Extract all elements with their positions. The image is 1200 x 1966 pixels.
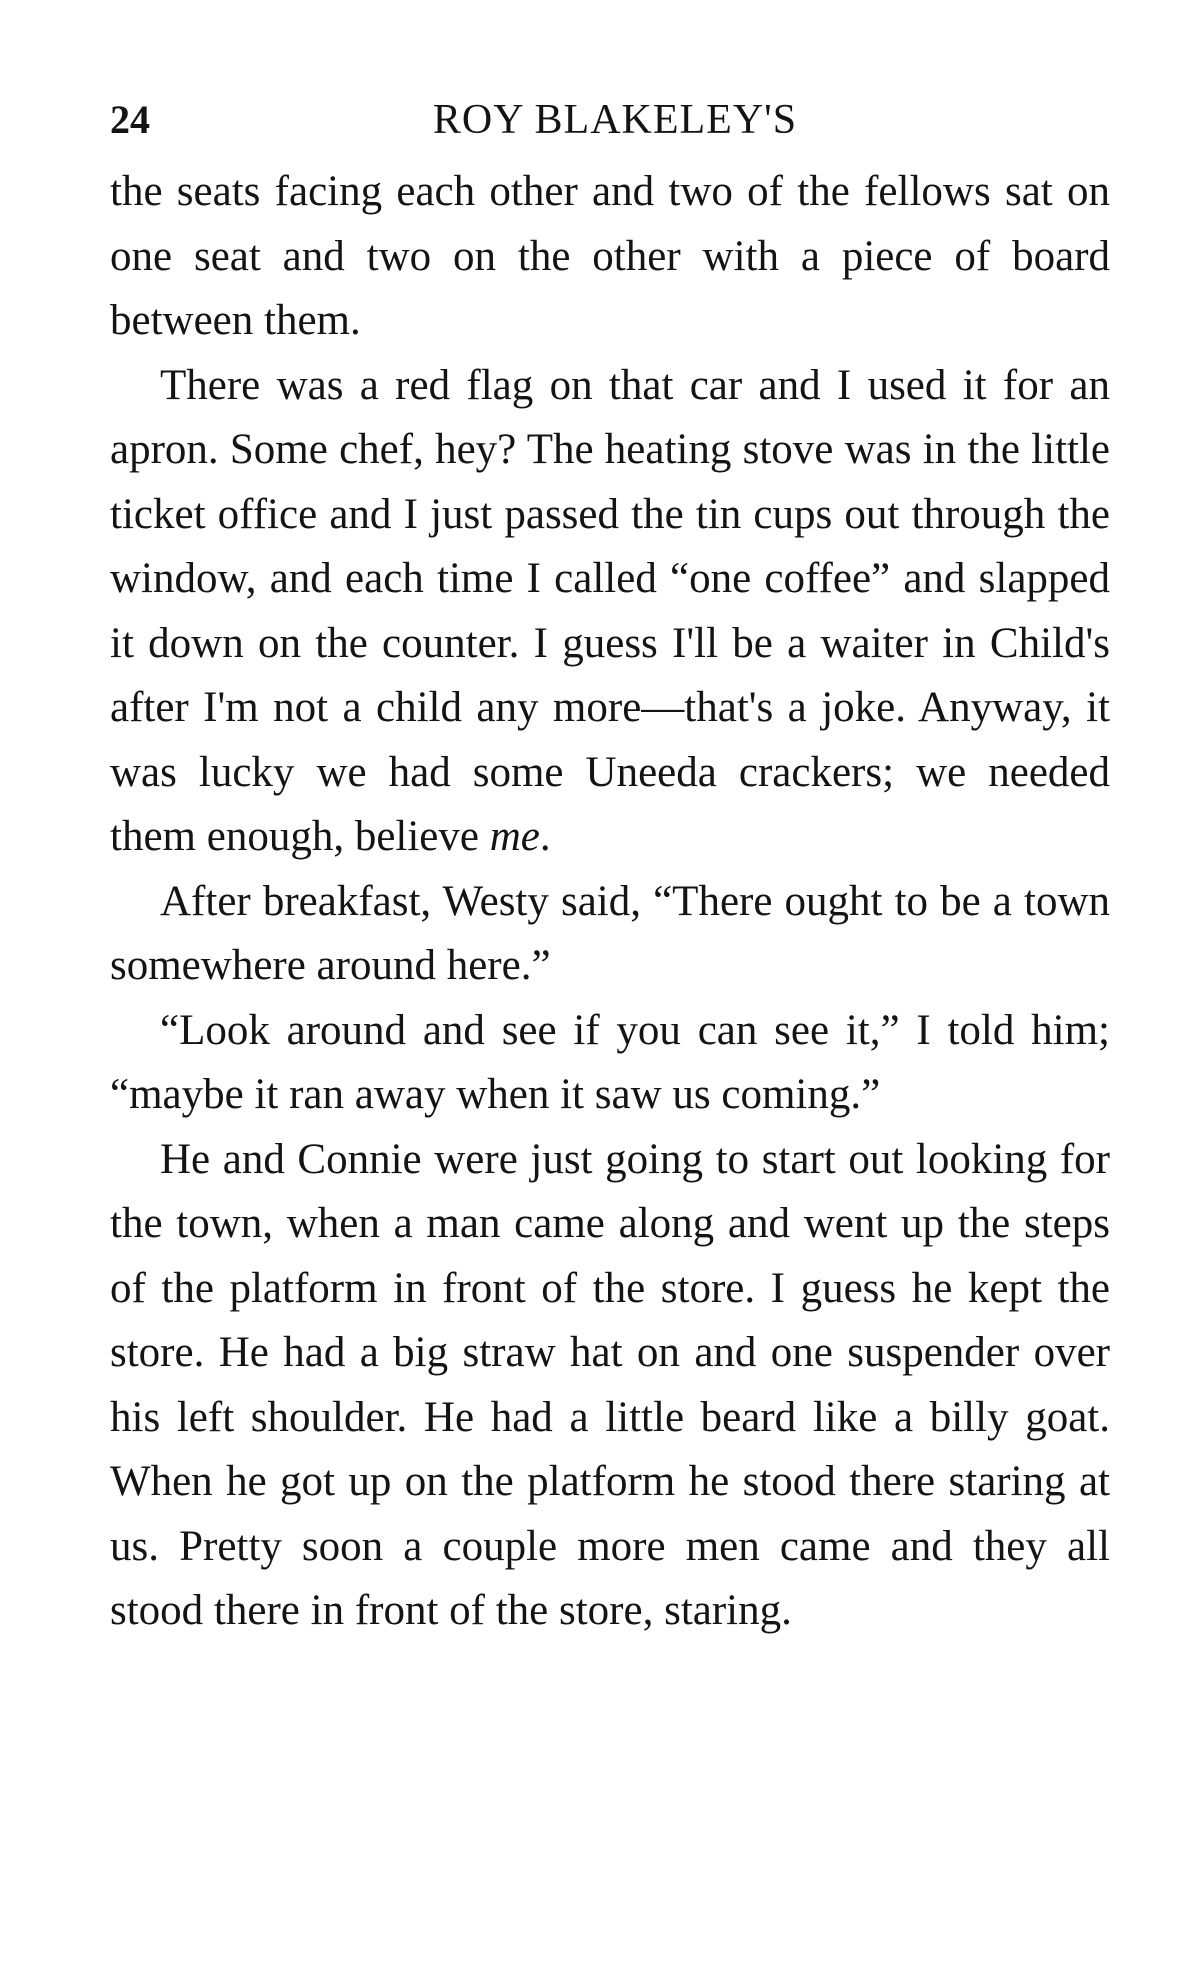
paragraph: He and Connie were just going to start out looking for the town, when a man came along and went up the steps of the platform in front of the store. I guess he kept the store. He had a big straw hat on and one suspender over his left shoulder. He had a little beard like a billy goat. When he got up on the platform he stood there staring at us. Pretty soon a couple more men came and they all stood there in front of the store, staring. (110, 1135, 1110, 1634)
paragraph: “Look around and see if you can see it,” I told him; “maybe it ran away when it saw us coming.” (110, 1006, 1110, 1118)
emphasis-text: me (489, 813, 540, 860)
page-number: 24 (110, 97, 150, 142)
paragraph-continuation: the seats facing each other and two of the fellows sat on one seat and two on the other with a piece of board between them. (110, 168, 1110, 344)
paragraph: After breakfast, Westy said, “There ought to be a town somewhere around here.” (110, 877, 1110, 989)
body-text (110, 160, 1110, 1644)
paragraph-tail: . (539, 813, 551, 860)
paragraph-text: There was a red flag on that car and I used it for an apron. Some chef, hey? The heating stove was in the little ticket office and I just passed the tin cups out through the window, and each time I called “one coffee” and slapped it down on the counter. I guess I'll be a waiter in Child's after I'm not a child any more—that's a joke. Anyway, it was lucky we had some Uneeda crackers; we needed them enough, believe (110, 361, 1110, 860)
running-title: ROY BLAKELEY'S (432, 97, 798, 143)
paragraph (110, 354, 1110, 870)
running-head (110, 90, 1110, 150)
